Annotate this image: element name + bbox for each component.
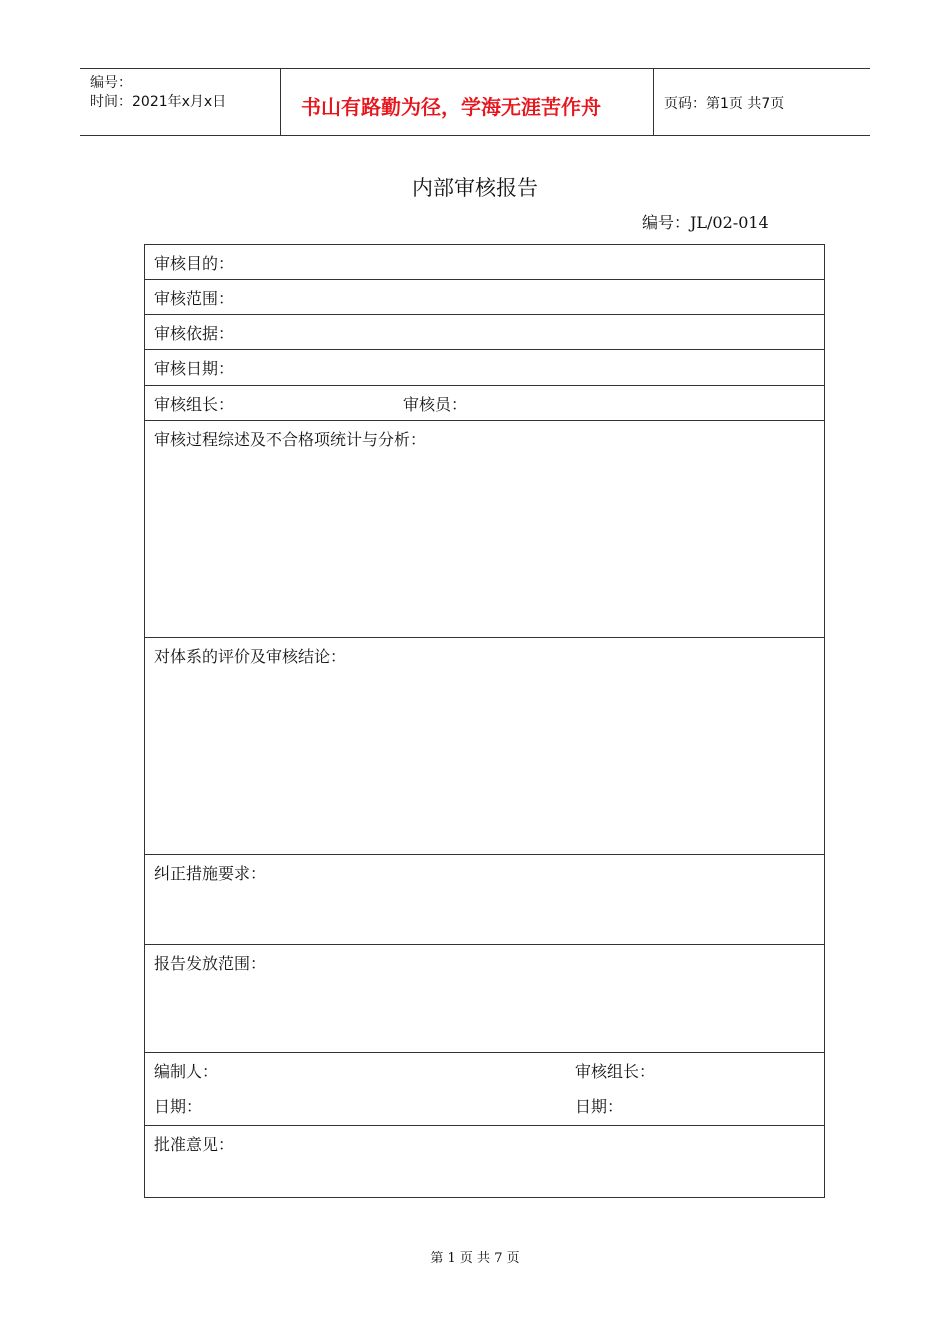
row-corrective (145, 855, 824, 945)
process-summary-label: 审核过程综述及不合格项统计与分析： (154, 430, 427, 449)
document-header (80, 68, 870, 136)
row-distribution (145, 945, 824, 1053)
doc-number: 编号：JL/02-014 (642, 213, 769, 232)
auditor-label: 审核员： (403, 395, 468, 414)
row-approval (145, 1126, 824, 1197)
row-scope (145, 280, 824, 315)
audit-date-label: 审核日期： (154, 359, 235, 378)
row-process-summary (145, 421, 824, 638)
prepared-by-label: 编制人： (154, 1062, 219, 1081)
motto-text: 书山有路勤为径，学海无涯苦作舟 (301, 95, 601, 119)
row-basis (145, 315, 824, 350)
row-evaluation (145, 638, 824, 855)
sign-date-left-label: 日期： (154, 1097, 203, 1116)
header-page-info: 页码：第1页 共7页 (664, 96, 785, 112)
page-footer: 第 1 页 共 7 页 (430, 1251, 520, 1266)
header-motto-cell (281, 69, 654, 135)
time-label: 时间：2021年x月x日 (90, 94, 227, 110)
row-signatures (145, 1053, 824, 1126)
scope-label: 审核范围： (154, 289, 235, 308)
basis-label: 审核依据： (154, 324, 235, 343)
row-purpose (145, 245, 824, 280)
distribution-label: 报告发放范围： (154, 954, 267, 973)
page-title: 内部审核报告 (412, 176, 538, 200)
team-leader-label: 审核组长： (154, 395, 235, 414)
audit-report-form (144, 244, 825, 1198)
sign-date-right-label: 日期： (575, 1097, 624, 1116)
approval-label: 批准意见： (154, 1135, 235, 1154)
team-leader-sign-label: 审核组长： (575, 1062, 656, 1081)
row-date (145, 350, 824, 386)
evaluation-label: 对体系的评价及审核结论： (154, 647, 347, 666)
header-info-cell (80, 69, 281, 135)
corrective-label: 纠正措施要求： (154, 864, 267, 883)
purpose-label: 审核目的： (154, 254, 235, 273)
code-label: 编号： (90, 75, 132, 91)
row-team (145, 386, 824, 421)
